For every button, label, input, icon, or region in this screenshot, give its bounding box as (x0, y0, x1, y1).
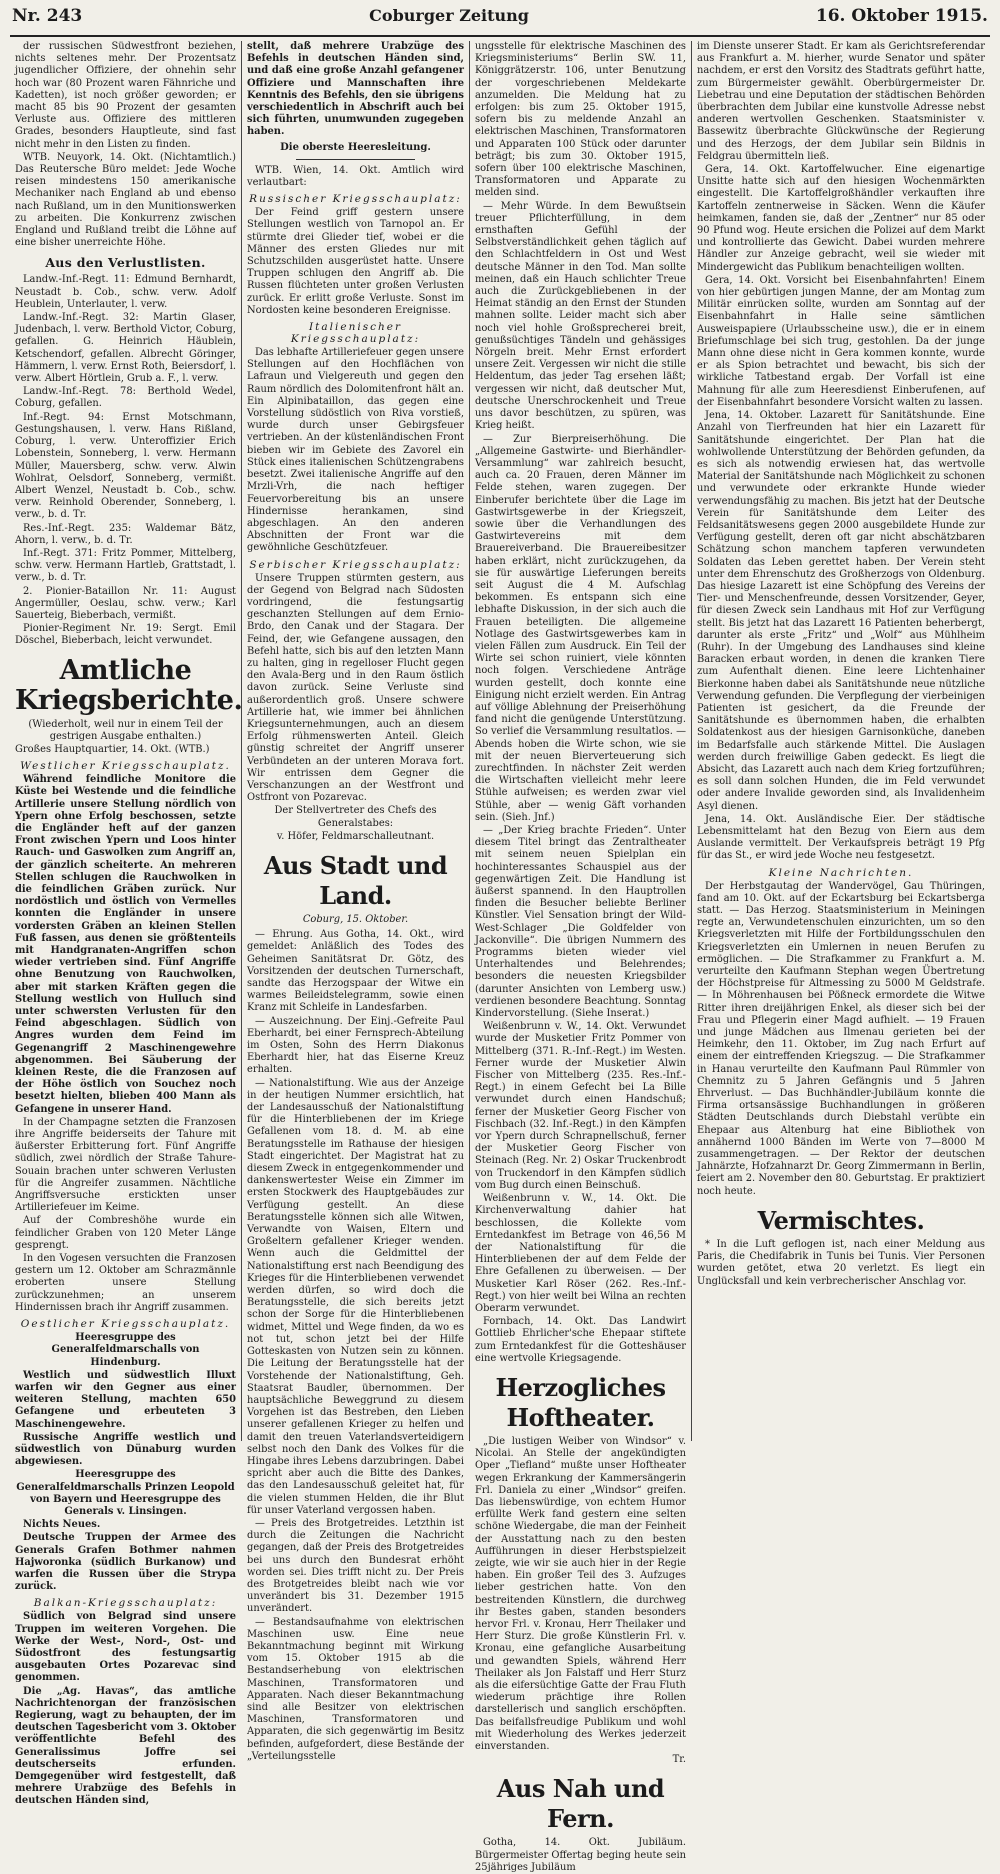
casualty-entry: Pionier-Regiment Nr. 19: Sergt. Emil Döschel, Bieberbach, leicht verwundet. (15, 623, 236, 647)
article-paragraph: der russischen Südwestfront beziehen, nichts seltenes mehr. Der Prozentsatz jugendlicher Offiziere, der ohnehin sehr hoch war (80 Prozent waren Fähnriche und Kadetten), ist noch größer geworden; er macht 85 bis 90 Prozent der gesamten Verluste aus. Offiziere des mittleren Grades, besonders Hauptleute, sind fast nicht mehr in den Listen zu finden. (15, 41, 236, 150)
headline-note: (Wiederholt, weil nur in einem Teil der gestrigen Ausgabe enthalten.) (28, 718, 223, 742)
subheading-kleine-nachrichten: Kleine Nachrichten. (768, 866, 914, 879)
casualty-entry: Inf.-Regt. 371: Fritz Pommer, Mittelberg, schw. verw. Hermann Hartleb, Grattstadt, l. verw., b. d. Tr. (15, 547, 236, 584)
report-paragraph: In den Vogesen versuchten die Franzosen gestern um 12. Oktober am Schrazmännle eroberten unsere Stellung zurückzunehmen; an unserem Hindernissen brach ihr Angriff zusammen. (15, 1253, 236, 1313)
regional-item: Gera, 14. Okt. Kartoffelwucher. Eine eigenartige Unsitte hatte sich auf den hiesigen Wochenmärkten eingestellt. Die Kartoffelgroßhändler verkauften ihre Kartoffeln zentnerweise in Säcken. Wenn die Käufer heimkamen, fanden sie, daß der „Zentner“ nur 85 oder 90 Pfund wog. Heute ersichen die Polizei auf dem Markt und kontrollierte das Gewicht. Dabei wurden mehrere Händler zur Anzeige gebracht, weil sie wieder mit Mindergewicht das Publikum benachteiligen wollten. (697, 164, 985, 273)
report-paragraph: Westlich und südwestlich Illuxt warfen wir den Gegner aus einer weiteren Stellung, machten 650 Gefangene und erbeuteten 3 Maschinengewehre. (15, 1369, 236, 1430)
report-paragraph: Südlich von Belgrad sind unsere Truppen im weiteren Vorgehen. Die Werke der West-, Nord-, Ost- und Südostfront des festungsartig ausgebauten Ortes Pozarevac sind genommen. (15, 1611, 236, 1684)
local-item: Weißenbrunn v. W., 14. Okt. Verwundet wurde der Musketier Fritz Pommer von Mittelberg (371. R.-Inf.-Regt.) im Westen. Ferner wurde der Musketier Alwin Fischer von Mittelberg (235. Res.-Inf.-Regt.) in einem Gefecht bei La Bille verwundet durch einen Handschuß; ferner der Musketier Georg Fischer von Fischbach (32. Inf.-Regt.) in den Kämpfen vor Ypern durch Schrapnellschuß, ferner der Musketier Georg Fischer von Steinach (Reg. Nr. 2) Oskar Truckenbrodt von Truckendorf in den Kämpfen südlich vom Bug durch einen Beinschuß. (475, 1021, 686, 1191)
signature-heeresleitung: Die oberste Heeresleitung. (280, 141, 431, 153)
subheading-balkan: Balkan-Kriegsschauplatz: (33, 1597, 218, 1610)
local-item: — „Der Krieg brachte Frieden“. Unter diesem Titel bringt das Zentraltheater mit seinem neuen Spielplan ein hochinteressantes Schauspiel aus der gegenwärtigen Zeit. Die Handlung ist äußerst spannend. In den Hauptrollen finden die Besucher beliebte Berliner Künstler. Viel Sensation bringt der Wild-West-Schlager „Die Goldfelder von Jackonville“. Die übrigen Nummern des Programms bieten wieder viel Unterhaltendes und Belehrendes; besonders die neuesten Kriegsbilder (darunter Ansichten von Lemberg usw.) verdienen besondere Beachtung. Sonntag Kindervorstellung. (Siehe Inserat.) (475, 825, 686, 1020)
regional-item: Jena, 14. Okt. Ausländische Eier. Der städtische Lebensmittelamt hat den Bezug von Eiern aus dem Auslande vermittelt. Der Verkaufspreis beträgt 19 Pfg für das St., er wird jede Woche neu festgesetzt. (697, 813, 985, 862)
columns (10, 41, 990, 1873)
masthead (10, 6, 990, 37)
column-1 (10, 41, 243, 1807)
headline-nah-und-fern: Aus Nah und Fern. (496, 1774, 665, 1834)
local-item: — Bestandsaufnahme von elektrischen Maschinen usw. Eine neue Bekanntmachung beginnt mit Wirkung vom 15. Oktober 1915 ab die Bestandserhebung von elektrischen Maschinen, Transformatoren und Apparaten. Nach dieser Bekanntmachung sind alle Besitzer von elektrischen Maschinen, Transformatoren und Apparaten, die sich gegenwärtig im Besitz befinden, aufgefordert, diese Bestände der „Verteilungsstelle (247, 1616, 464, 1762)
headline-hoftheater: Herzogliches Hoftheater. (495, 1372, 666, 1432)
issue-date: 16. Oktober 1915. (815, 6, 988, 26)
local-item: — Mehr Würde. In dem Bewußtsein treuer Pflichterfüllung, in dem ernsthaften Gefühl der Selbstverständlichkeit gehen täglich auf den Schlachtfeldern in Ost und West deutsche Männer in den Tod. Man sollte meinen, daß ein Hauch schlichter Treue auch die Zurückgebliebenen in der Heimat ständig an den Ernst der Stunden mahnen sollte. Leider macht sich aber noch viel hohle Großsprecherei breit, genußsüchtiges Tändeln und gehässiges Nörgeln breit. Mehr Ernst erfordert unsere Zeit. Vergessen wir nicht die stille Heldentum, das jeder Tag ersehen läßt; vergessen wir nicht, daß deutscher Mut, deutsche Unerschrockenheit und Treue uns davor beschützen, zu spüren, was Krieg heißt. (475, 200, 686, 432)
local-item: — Preis des Brotgetreides. Letzthin ist durch die Zeitungen die Nachricht gegangen, daß der Preis des Brotgetreides bei uns durch den Bundesrat erhöht worden sei. Dies trifft nicht zu. Der Preis des Brotgetreides bleibt nach wie vor unverändert bis 31. Dezember 1915 unverändert. (247, 1517, 464, 1615)
regional-item: Jena, 14. Oktober. Lazarett für Sanitätshunde. Eine Anzahl von Tierfreunden hat hier ein Lazarett für Sanitätshunde eingerichtet. Der Plan hat die wohlwollende Unterstützung der Behörden gefunden, da es sich als notwendig erwiesen hat, das wertvolle Material der Sanitätshunde nach Möglichkeit zu schonen und verwundete oder erkrankte Hunde wieder verwendungsfähig zu machen. Bis jetzt hat der Deutsche Verein für Sanitätshunde dem Leiter des Feldsanitätswesens gegen 2000 ausgebildete Hunde zur Verfügung gestellt, deren oft gar nicht abschätzbaren Schätzung schon manchem tapferen verwundeten Soldaten das Leben gerettet haben. Der Verein steht unter dem Ehrenschutz des Großherzogs von Oldenburg. Das hiesige Lazarett ist eine Schöpfung des Vereins der Tier- und Menschenfreunde, dessen Vorsitzender, Geyer, für diesen Zweck sein Landhaus mit Hof zur Verfügung stellt. Bis jetzt hat das Lazarett 16 Patienten beherbergt, darunter als erste „Fritz“ und „Wolf“ aus Mühlheim (Ruhr). In der Umgebung des Landhauses sind kleine Baracken erbaut worden, in denen die kranken Tiere zum Aufenthalt dienen. Eine leere Lichtenhainer Bierkonne haben dabei als Sanitätshunde neue nützliche Verwendung gefunden. Die Verpflegung der vierbeinigen Patienten ist gesichert, da die Freunde der Sanitätshunde es übernommen haben, die erhalbten Soldatenkost aus der hiesigen Garnisonküche, daneben im Bedarfsfalle auch stärkende Mittel. Die Auslagen werden durch freiwillige Gaben gedeckt. Es liegt die Absicht, das Lazarett auch nach dem Krieg fortzuführen; es soll dann solchen Hunden, die im Feld verwundet oder andere Invalide geworden sind, als Invalidenheim Asyl dienen. (697, 410, 985, 812)
report-paragraph: Russische Angriffe westlich und südwestlich von Dünaburg wurden abgewiesen. (15, 1431, 236, 1468)
report-paragraph: Das lebhafte Artilleriefeuer gegen unsere Stellungen auf den Hochflächen von Lafraun und Vielgereuth und gegen den Raum nördlich des Dolomitenfront hält an. Ein Alpinibataillon, das gegen eine Vorstellung südöstlich von Riva vorstieß, wurde durch unser Gebirgsfeuer vertrieben. An der küstenländischen Front bieben wir im Gebiete des Zavorel ein Stück eines italienischen Schützengrabens besetzt. Zwei italienische Angriffe auf den Mrzli-Vrh, die nach heftiger Feuervorbereitung bis an unsere Hindernisse herankamen, sind abgeschlagen. An den anderen Abschnitten der Front war die gewöhnliche Geschützfeuer. (247, 347, 464, 554)
report-dateline: WTB. Wien, 14. Okt. Amtlich wird verlautbart: (247, 164, 464, 189)
casualty-entry: Res.-Inf.-Regt. 235: Waldemar Bätz, Ahorn, l. verw., b. d. Tr. (15, 522, 236, 546)
casualty-entry: 2. Pionier-Bataillon Nr. 11: August Angermüller, Oeslau, schw. verw.; Karl Sauerteig, Bieberbach, vermißt. (15, 585, 236, 621)
army-group-heading: Heeresgruppe des Generalfeldmarschalls Prinzen Leopold von Bayern und Heeresgruppe des Generals v. Linsingen. (16, 1469, 235, 1517)
casualty-entry: Landw.-Inf.-Regt. 11: Edmund Bernhardt, Neustadt b. Cob., schw. verw. Adolf Heublein, Unterlauter, l. verw. (15, 274, 236, 310)
local-item: ungsstelle für elektrische Maschinen des Kriegsministeriums“ Berlin SW. 11, Königgrätzerstr. 106, unter Benutzung der vorgeschriebenen Meldekarte anzumelden. Die Meldung hat zu erfolgen: bis zum 25. Oktober 1915, sofern bis zu meldende Anzahl an elektrischen Maschinen, Transformatoren und Apparaten 100 Stück oder darunter beträgt; bis zum 30. Oktober 1915, sofern über 100 elektrische Maschinen, Transformatoren und Apparate zu melden sind. (475, 41, 686, 199)
subheading-ost: Oestlicher Kriegsschauplatz. (20, 1318, 231, 1331)
subheading-serb: Serbischer Kriegsschauplatz: (249, 558, 462, 571)
headline-kriegsberichte: Amtliche Kriegsberichte. (15, 654, 243, 716)
casualty-entry: Inf.-Regt. 94: Ernst Motschmann, Gestungshausen, l. verw. Hans Rißland, Coburg, l. verw. Unteroffizier Erich Lobenstein, Sonneberg, l. verw. Hermann Müller, Mauersberg, schw. verw. Alwin Wohlrat, Oelsdorf, Sonneberg, vermißt. Albert Wenzel, Neustadt b. Cob., schw. verw. Reinhold Oberender, Sonneberg, l. verw., b. d. Tr. (15, 411, 236, 521)
subheading-west: Westlicher Kriegsschauplatz. (20, 760, 231, 773)
review-paragraph: „Die lustigen Weiber von Windsor“ v. Nicolai. An Stelle der angekündigten Oper „Tiefland“ mußte unser Hoftheater wegen Erkrankung der Kammersängerin Frl. Daniela zu einer „Windsor“ greifen. Das liebenswürdige, von echtem Humor erfüllte Werk fand gestern eine selten schöne Wiedergabe, die man der Feinheit der Ausstattung nach zu den besten Aufführungen in dieser Herbstspielzeit zeigte, wie wir sie auch hier in der Regie haben. Ein großer Teil des 3. Aufzuges lieber gestrichen hatte. Von den bestreitenden Künstlern, die durchweg ihr Bestes gaben, standen besonders hervor Frl. v. Kronau, Herr Theilaker und Herr Sturz. Die große Künstlerin Frl. v. Kronau, eine gefangliche Ausarbeitung und gewandten Spiels, während Herr Theilaker als Jon Falstaff und Herr Sturz als die eifersüchtige Gatte der Frau Fluth wiederum prächtige ihre Rollen darstellerisch und sanglich erschöpften. Das beifallsfreudige Publikum und wohl mit Wiederholung des Werkes jederzeit einverstanden. (475, 1435, 686, 1753)
news-briefs: Der Herbstgautag der Wandervögel, Gau Thüringen, fand am 10. Okt. auf der Eckartsburg bei Eckartsberga statt. — Das Herzog. Staatsministerium in Meiningen regte an, Verwundetenschulen einzurichten, um so den Kriegsverletzten mit Hilfe der Fortbildungsschulen den Kriegsverletzten ein Umlernen in neuen Berufen zu ermöglichen. — Die Strafkammer zu Frankfurt a. M. verurteilte den Kaufmann Stephan wegen Übertretung der Höchstpreise für Altmessing zu 5000 M Geldstrafe. — In Möhrenhausen bei Pößneck ermordete die Witwe Ritter ihren dreijährigen Enkel, als dieser sich bei der Frau und Pflegerin einer Magd aufhielt. — 19 Frauen und junge Mädchen aus Ilmenau gerieten bei der Heimkehr, den 11. Oktober, im Zug nach Erfurt auf einem der eintreffenden Kriegszug. — Die Strafkammer in Hanau verurteilte den Kaufmann Paul Rümmler von Chemnitz zu 5 Jahren Gefängnis und 5 Jahren Ehrverlust. — Das Buchhändler-Jubiläum konnte die Firma ortsansässige Buchhandlungen in größeren Städten Deutschlands durch Diebstahl verübte ein Ehepaar aus Altenburg hat eine Bibliothek von annähernd 1000 Bänden im Werte von 7—8000 M zusammengetragen. — Der Rektor der deutschen Jahnärzte, Hofzahnarzt Dr. Georg Zimmermann in Berlin, feiert am 2. November den 80. Geburtstag. Er praktiziert noch heute. (697, 880, 985, 1197)
review-signature: Tr. (672, 1754, 686, 1766)
local-item: — Nationalstiftung. Wie aus der Anzeige in der heutigen Nummer ersichtlich, hat der Landesausschuß der Nationalstiftung für die Hinterbliebenen der im Kriege Gefallenen vom 18. d. M. ab eine Beratungsstelle im Rathause der hiesigen Stadt eingerichtet. Der Magistrat hat zu diesem Zweck in entgegenkommender und dankenswertester Weise ein Zimmer im ersten Stockwerk des Hauptgebäudes zur Verfügung gestellt. An diese Beratungsstelle können sich alle Witwen, Verwandte von Waisen, Eltern und Großeltern gefallener Krieger wenden. Wenn auch die Geldmittel der Nationalstiftung erst nach Beendigung des Krieges für die Hinterbliebenen verwendet werden dürfen, so wird doch die Beratungsstelle, die sich bereits jetzt schon der Sorge für die Hinterbliebenen widmet, Mittel und Wege finden, da wo es not tut, schon jetzt bei der Hilfe Gotteskasten von Nutzen sein zu können. Die Leitung der Beratungsstelle hat der Vorstehende der Nationalstiftung, Geh. Staatsrat Baudler, übernommen. Der hauptsächliche Beweggrund zu diesem Vorgehen ist das Bestreben, den Lieben unserer gefallenen Krieger zu helfen und damit den treuen Vaterlandsverteidigern selbst noch den Dank des Volkes für die Hingabe ihres Lebens darzubringen. Dabei spricht aber auch die Bitte des Dankes, das den Landesausschuß geleitet hat, für die vielen stummen Helden, die ihr Blut für unser Vaterland vergossen haben. (247, 1077, 464, 1516)
section-heading-verlustlisten: Aus den Verlustlisten. (45, 255, 206, 271)
local-item: — Auszeichnung. Der Einj.-Gefreite Paul Eberhardt, bei einer Fernsprech-Abteilung im Osten, Sohn des Herrn Diakonus Eberhardt hier, hat das Eiserne Kreuz erhalten. (247, 1015, 464, 1076)
column-4 (692, 41, 990, 1441)
local-dateline: Coburg, 15. Oktober. (302, 913, 409, 925)
subheading-ital: Italienischer Kriegsschauplatz: (290, 321, 421, 346)
report-paragraph: In der Champagne setzten die Franzosen ihre Angriffe beiderseits der Tahure mit äußerster Erbitterung fort. Fünf Angriffe südlich, zwei nördlich der Straße Tahure-Souain brachen unter schweren Verlusten für die Angreifer zusammen. Nächtliche Angriffsversuche erstickten unser Artilleriefeuer im Keime. (15, 1116, 236, 1214)
report-paragraph: Während feindliche Monitore die Küste bei Westende und die feindliche Artillerie unsere Stellung nördlich von Ypern ohne Erfolg beschossen, setzte die Engländer heft auf der ganzen Front zwischen Ypern und Loos hinter Rauch- und Gaswolken zum Angriff an, der gänzlich scheiterte. An mehreren Stellen schlugen die Rauchwolken in die feindlichen Gräben zurück. Nur nordöstlich und östlich von Vermelles konnten die Engländer in unsere vordersten Gräben an kleinen Stellen Fuß fassen, aus denen sie größtenteils mit Handgranaten-Angriffen schon wieder vertrieben sind. Fünf Angriffe ohne Benutzung von Rauchwolken, aber mit starken Kräften gegen die Stellung westlich von Hulluch sind unter schwersten Verlusten für den Feind abgeschlagen. Südlich von Angres wurden dem Feind im Gegenangriff 2 Maschinengewehre abgenommen. Bei Säuberung der kleinen Reste, die die Franzosen auf der Höhe östlich von Souchez noch besetzt hielten, blieben 400 Mann als Gefangene in unserer Hand. (15, 774, 236, 1115)
regional-item: Gotha, 14. Okt. Jubiläum. Bürgermeister Offertag beging heute sein 25jähriges Jubiläum (475, 1837, 686, 1873)
regional-item: Gera, 14. Okt. Vorsicht bei Eisenbahnfahrten! Einem von hier gebürtigen jungen Manne, der am Montag zum Militär einrücken sollte, wurden am Sonntag auf der Eisenbahnfahrt in Halle seine sämtlichen Ausweispapiere (Urlaubsscheine usw.), die er in einem Briefumschlage bei sich trug, gestohlen. Da der junge Mann ohne diese nicht in Gera kommen konnte, wurde er als Spion betrachtet und bewacht, bis sich der wirkliche Tatbestand ergab. Der Vorfall ist eine Mahnung für alle zum Heeresdienst Einberufenen, auf der Eisenbahnfahrt besondere Vorsicht walten zu lassen. (697, 274, 985, 408)
headline-stadt-und-land: Aus Stadt und Land. (263, 850, 448, 910)
issue-number: Nr. 243 (12, 6, 83, 26)
report-dateline: Großes Hauptquartier, 14. Okt. (WTB.) (15, 743, 210, 755)
local-item: Fornbach, 14. Okt. Das Landwirt Gottlieb Ehrlicher'sche Ehepaar stiftete zum Erntedankfest für die Gotteshäuser eine wertvolle Kriegsagende. (475, 1316, 686, 1364)
local-item: — Zur Bierpreiserhöhung. Die „Allgemeine Gastwirte- und Bierhändler-Versammlung“ war zahlreich besucht, auch ca. 20 Frauen, deren Männer im Felde stehen, waren zugegen. Der Einberufer berichtete über die Lage im Gastwirtsgewerbe in der Kriegszeit, sowie über die Verhandlungen des Gastwirtevereins mit dem Brauereiverband. Die Brauereibesitzer haben erklärt, nicht zurückzugehen, da sie für auswärtige Lieferungen bereits seit August die 4 M. Aufschlag bekommen. Es entspann sich eine lebhafte Diskussion, in der sich auch die Frauen beteiligten. Die allgemeine Notlage des Gastwirtsgewerbes kam in vielen Fällen zum Ausdruck. Ein Teil der Wirte sei schon ruiniert, viele könnten noch folgen. Verschiedene Anträge wurden gestellt, doch konnte eine Einigung nicht erzielt werden. Ein Antrag auf völlige Ablehnung der Preiserhöhung fand nicht die genügende Unterstützung. So verlief die Versammlung resultatlos. — Abends hoben die Wirte schon, wie sie mit der neuen Bierverteuerung sich zurechtfinden. In nächster Zeit werden die Wirtschaften vielleicht mehr leere Stühle aufweisen; es werden zwar viel Stühle, aber — wenig Gäft vorhanden sein. (Sieh. Jnf.) (475, 433, 686, 823)
local-item: — Ehrung. Aus Gotha, 14. Okt., wird gemeldet: Anläßlich des Todes des Geheimen Sanitätsrat Dr. Götz, des Vorsitzenden der deutschen Turnerschaft, sandte das Herzogspaar der Witwe ein warmes Beileidstelegramm, sowie einen Kranz mit Schleife in Landesfarben. (247, 929, 464, 1014)
report-paragraph: stellt, daß mehrere Urabzüge des Befehls in deutschen Händen sind, und daß eine große Anzahl gefangener Offiziere und Mannschaften ihre Kenntnis des Befehls, den sie übrigens verschiedentlich in Abschrift auch bei sich führten, unumwunden zugegeben haben. (247, 41, 464, 138)
signature-generalstab: Der Stellvertreter des Chefs des Generalstabes: (274, 805, 437, 829)
report-paragraph: Die „Ag. Havas“, das amtliche Nachrichtenorgan der französischen Regierung, wagt zu behaupten, der im deutschen Tagesbericht vom 3. Oktober veröffentlichte Befehl des Generalissimus Joffre sei deutscherseits erfunden. Demgegenüber wird festgestellt, daß mehrere Urabzüge des Befehls in deutschen Händen sind, (15, 1685, 236, 1807)
newspaper-title: Coburger Zeitung (369, 6, 529, 25)
report-paragraph: Der Feind griff gestern unsere Stellungen westlich von Tarnopol an. Er stürmte drei Glieder tief, wobei er die Männer des ersten Gliedes nur mit Schutzschilden ausgerüstet hatte. Unsere Truppen schlugen den Angriff ab. Die Russen flüchteten unter großen Verlusten zurück. Er erlitt große Verluste. Sonst im Nordosten keine besonderen Ereignisse. (247, 207, 464, 316)
report-paragraph: Auf der Combreshöhe wurde ein feindlicher Graben von 120 Meter Länge gesprengt. (15, 1215, 236, 1251)
report-paragraph: Unsere Truppen stürmten gestern, aus der Gegend von Belgrad nach Südosten vordringend, die festungsartig geschanzten Stellungen auf dem Ernio-Brdo, den Canak und der Stagara. Der Feind, der, wie Gefangene aussagen, den Befehl hatte, sich bis auf den letzten Mann zu halten, ging in regelloser Flucht gegen den Avala-Berg und in den Raum östlich davon zurück. Seine Verluste sind außerordentlich groß. Unsere schwere Artillerie hat, wie immer bei ähnlichen Kriegsunternehmungen, auch an diesem Erfolg rühmenswerten Anteil. Gleich günstig schreitet der Angriff unserer Verbündeten an der unteren Morava fort. Wir entrissen dem Gegner die Verschanzungen an der Westfront und Ostfront von Pozarevac. (247, 572, 464, 804)
signature-name: v. Höfer, Feldmarschalleutnant. (276, 830, 435, 842)
casualty-entry: Landw.-Inf.-Regt. 78: Berthold Wedel, Coburg, gefallen. (15, 386, 236, 410)
local-item: Weißenbrunn v. W., 14. Okt. Die Kirchenverwaltung dahier hat beschlossen, die Kollekte vom Erntedankfest im Betrage von 46,56 M der Nationalstiftung für die Hinterbliebenen der auf dem Felde der Ehre Gefallenen zu überweisen. — Der Musketier Karl Röser (262. Res.-Inf.-Regt.) von hier weilt bei Wilna an rechten Oberarm verwundet. (475, 1193, 686, 1314)
column-3 (470, 41, 692, 1873)
report-paragraph: Deutsche Truppen der Armee des Generals Grafen Bothmer nahmen Hajworonka (südlich Burkanow) und warfen die Russen über die Strypa zurück. (15, 1532, 236, 1593)
column-2 (242, 41, 470, 1762)
subheading-russ: Russischer Kriegsschauplatz: (249, 193, 462, 206)
report-paragraph: Nichts Neues. (23, 1519, 101, 1531)
headline-vermischtes: Vermischtes. (757, 1205, 925, 1235)
regional-item: im Dienste unserer Stadt. Er kam als Gerichtsreferendar aus Frankfurt a. M. hierher, wurde Senator und später nachdem, er erst den Vorsitz des Stadtrats geführt hatte, zum Bürgermeister gewählt. Oberbürgermeister Dr. Liebetrau und eine Deputation der städtischen Behörden überbrachten dem Jubilar eine kunstvolle Adresse nebst anderen wertvollen Geschenken. Staatsminister v. Bassewitz überbrachte Glückwünsche der Regierung und des Herzogs, der dem Jubilar sein Bildnis in Feldgrau übermitteln ließ. (697, 41, 985, 162)
divider (296, 159, 415, 160)
article-paragraph: WTB. Neuyork, 14. Okt. (Nichtamtlich.) Das Reutersche Büro meldet: Jede Woche reisen mindestens 150 amerikanische Mechaniker nach England ab und ebenso nach Rußland, um in den Munitionswerken zu arbeiten. Die Konkurrenz zwischen England und Rußland treibt die Löhne auf eine bisher unerreichte Höhe. (15, 151, 236, 249)
misc-item: * In die Luft geflogen ist, nach einer Meldung aus Paris, die Chedifabrik in Tunis bei Tunis. Vier Personen wurden getötet, etwa 20 verletzt. Es liegt ein Unglücksfall und kein verbrecherischer Anschlag vor. (697, 1238, 985, 1287)
army-group-heading: Heeresgruppe des Generalfeldmarschalls von Hindenburg. (51, 1332, 200, 1368)
casualty-entry: Landw.-Inf.-Regt. 32: Martin Glaser, Judenbach, l. verw. Berthold Victor, Coburg, gefallen. G. Heinrich Häublein, Ketschendorf, gefallen. Albrecht Göringer, Hämmern, l. verw. Ernst Roth, Beiersdorf, l. verw. Albert Hörtlein, Grub a. F., l. verw. (15, 312, 236, 385)
